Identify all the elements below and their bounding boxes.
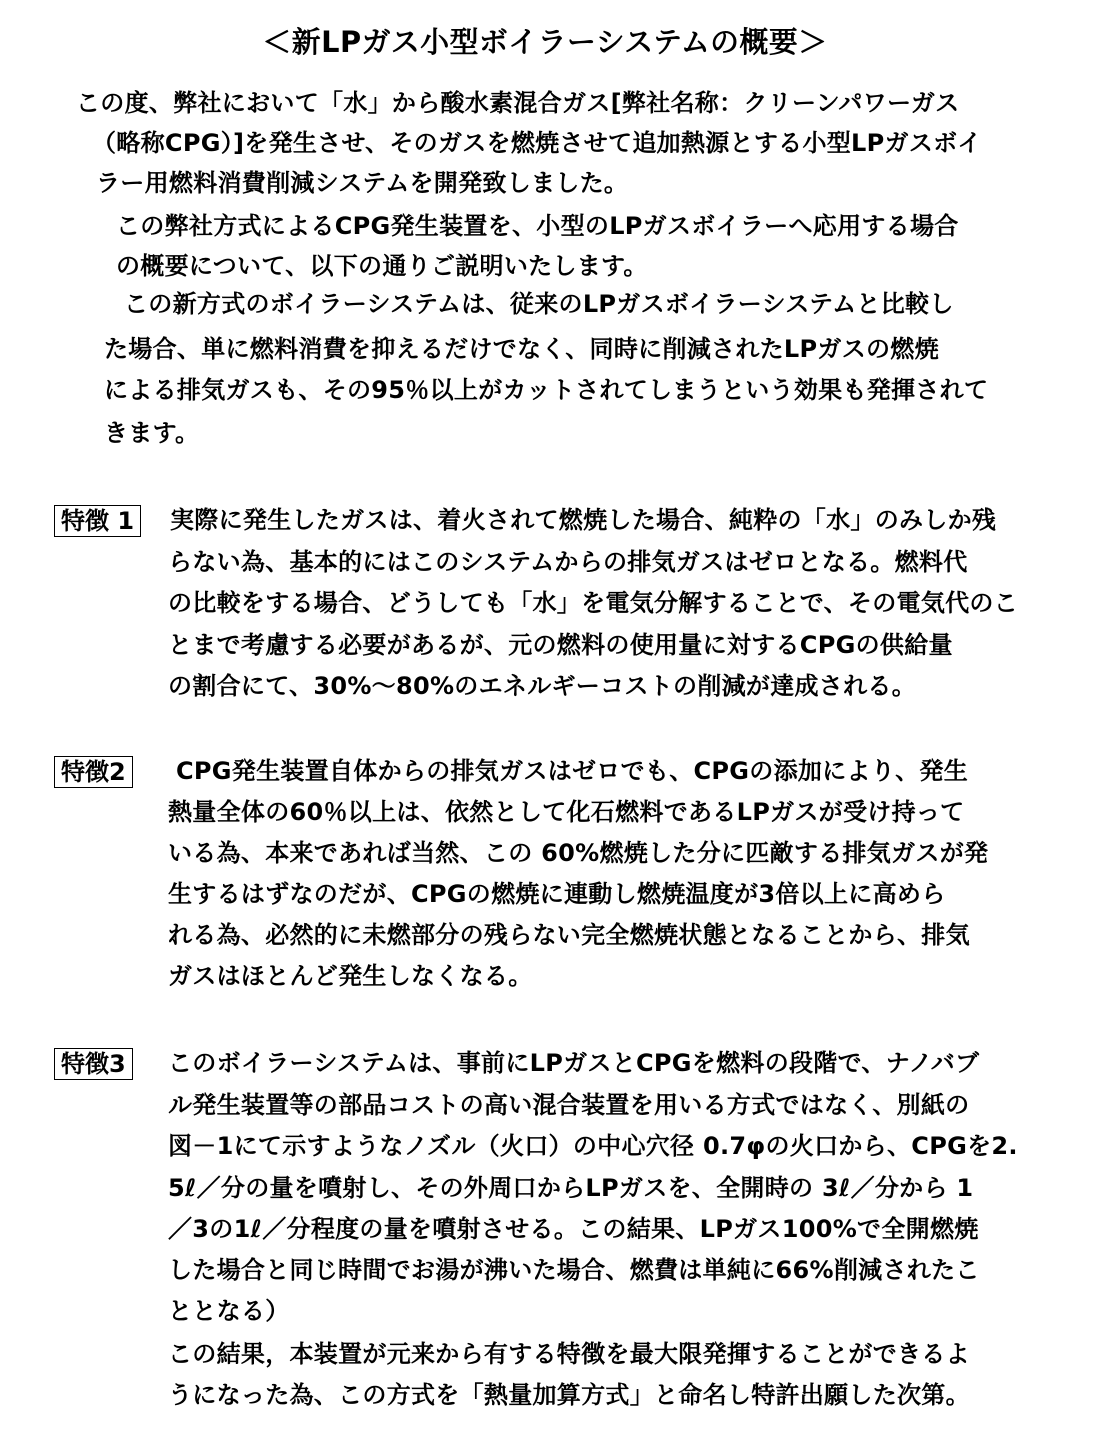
- feature-2-line-5: れる為、必然的に未燃部分の残らない完全燃焼状態となることから、排気: [168, 921, 970, 949]
- feature-1-line-5: の割合にて、30%～80%のエネルギーコストの削減が達成される。: [168, 672, 917, 700]
- feature-3-line-1: このボイラーシステムは、事前にLPガスとCPGを燃料の段階で、ナノバブ: [168, 1049, 980, 1077]
- feature-2-line-3: いる為、本来であれば当然、この 60%燃焼した分に匹敵する排気ガスが発: [168, 839, 989, 867]
- intro-line-2: （略称CPG）]を発生させ、そのガスを燃焼させて追加熱源とする小型LPガスボイ: [92, 129, 982, 157]
- feature-2-line-6: ガスはほとんど発生しなくなる。: [168, 962, 533, 990]
- intro-line-6: この新方式のボイラーシステムは、従来のLPガスボイラーシステムと比較し: [124, 290, 954, 318]
- intro-line-9: きます。: [104, 419, 200, 447]
- feature-1-line-2: らない為、基本的にはこのシステムからの排気ガスはゼロとなる。燃料代: [168, 548, 968, 576]
- intro-line-5: の概要について、以下の通りご説明いたします。: [116, 252, 648, 280]
- intro-line-8: による排気ガスも、その95％以上がカットされてしまうという効果も発揮されて: [104, 376, 989, 404]
- feature-3-line-5: ／3の1ℓ／分程度の量を噴射させる。この結果、LPガス100%で全開燃焼: [168, 1215, 979, 1243]
- feature-3-line-6: した場合と同じ時間でお湯が沸いた場合、燃費は単純に66%削減されたこ: [168, 1256, 980, 1284]
- intro-line-7: た場合、単に燃料消費を抑えるだけでなく、同時に削減されたLPガスの燃焼: [104, 335, 939, 363]
- feature-2-line-4: 生するはずなのだが、CPGの燃焼に連動し燃焼温度が3倍以上に高めら: [168, 880, 946, 908]
- document-title: ＜新LPガス小型ボイラーシステムの概要＞: [262, 25, 828, 59]
- intro-line-4: この弊社方式によるCPG発生装置を、小型のLPガスボイラーへ応用する場合: [116, 212, 959, 240]
- feature-3-line-3: 図－1にて示すようなノズル（火口）の中心穴径 0.7φの火口から、CPGを2.: [168, 1132, 1018, 1160]
- feature-1-label: 特徴 1: [54, 505, 141, 537]
- feature-3-line-4: 5ℓ／分の量を噴射し、その外周口からLPガスを、全開時の 3ℓ／分から 1: [168, 1174, 974, 1202]
- feature-1-line-4: とまで考慮する必要があるが、元の燃料の使用量に対するCPGの供給量: [168, 631, 953, 659]
- feature-2-label: 特徴2: [54, 756, 133, 788]
- feature-3-line-2: ル発生装置等の部品コストの高い混合装置を用いる方式ではなく、別紙の: [168, 1091, 970, 1119]
- feature-3-line-7: ととなる）: [168, 1297, 290, 1325]
- feature-1-line-3: の比較をする場合、どうしても「水」を電気分解することで、その電気代のこ: [168, 589, 1019, 617]
- feature-2-line-2: 熱量全体の60％以上は、依然として化石燃料であるLPガスが受け持って: [168, 798, 965, 826]
- feature-3-label: 特徴3: [54, 1048, 133, 1080]
- feature-3-line-9: うになった為、この方式を「熱量加算方式」と命名し特許出願した次第。: [168, 1381, 970, 1409]
- intro-line-1: この度、弊社において「水」から酸水素混合ガス[弊社名称：クリーンパワーガス: [76, 89, 960, 117]
- feature-2-line-1: CPG発生装置自体からの排気ガスはゼロでも、CPGの添加により、発生: [176, 757, 969, 785]
- feature-1-line-1: 実際に発生したガスは、着火されて燃焼した場合、純粋の「水」のみしか残: [170, 506, 997, 534]
- intro-line-3: ラー用燃料消費削減システムを開発致しました。: [96, 169, 629, 197]
- feature-3-line-8: この結果，本装置が元来から有する特徴を最大限発揮することができるよ: [168, 1340, 970, 1368]
